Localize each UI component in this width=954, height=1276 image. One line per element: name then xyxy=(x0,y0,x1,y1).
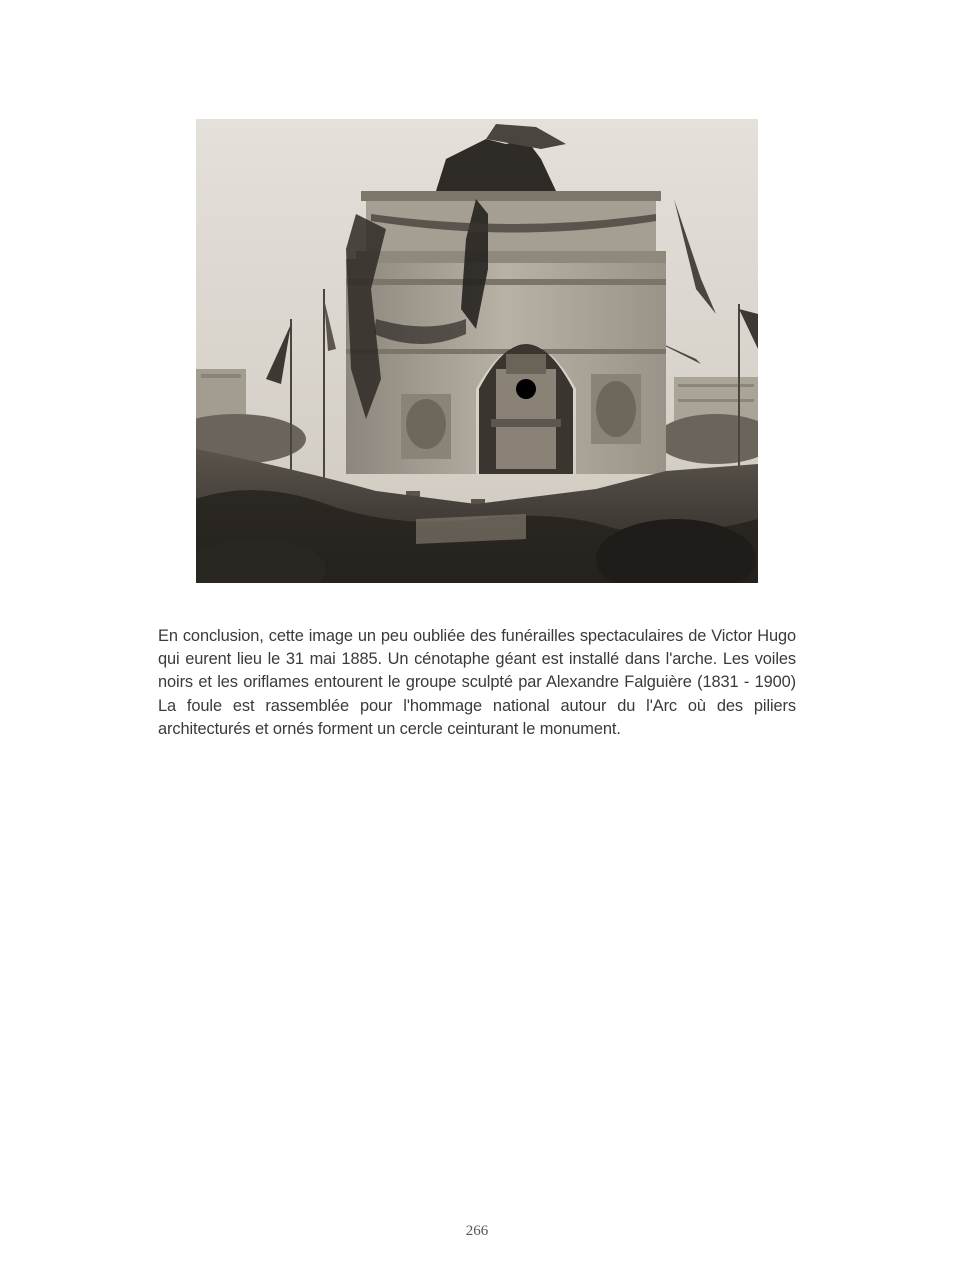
arc-de-triomphe-photo xyxy=(196,119,758,583)
body-paragraph: En conclusion, cette image un peu oubliée des funérailles spectaculaires de Victor Hugo qui eurent lieu le 31 mai 1885. Un cénotaphe géant est installé dans l'arche. Les voiles noirs et les oriflames entourent le groupe sculpté par Alexandre Falguière (1831 - 1900) La foule est rassemblée pour l'hommage national autour du l'Arc où des piliers architecturés et ornés forment un cercle ceinturant le monument. xyxy=(158,627,796,738)
arc-de-triomphe-funeral-photo-icon xyxy=(196,119,758,583)
page-number: 266 xyxy=(465,1223,489,1239)
